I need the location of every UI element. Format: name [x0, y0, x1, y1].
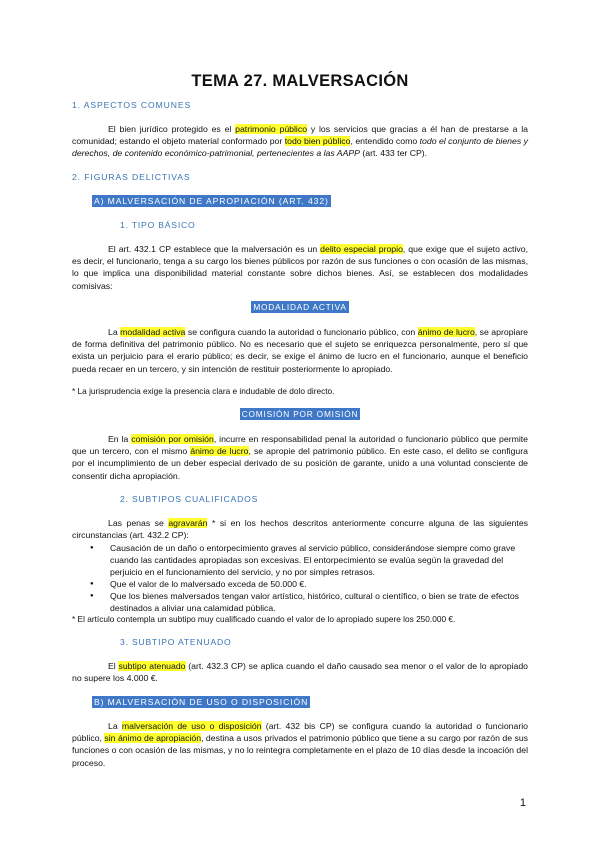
paragraph-malversacion-uso: La malversación de uso o disposición (art. 432 bis CP) se configura cuando la autoridad o funcionario público, sin ánimo de apropiación, destina a usos privados el patrimonio público que tiene a su cargo por razón de sus funciones o con ocasión de las mismas, y no lo reintegra completamente en el plazo de 10 días desde la incoación del proceso.	[72, 721, 529, 768]
highlight-animo-de-lucro: ánimo de lucro	[417, 327, 475, 337]
subheading-subtipos-cualificados: 2. SUBTIPOS CUALIFICADOS	[120, 494, 259, 504]
highlight-animo-de-lucro-2: ánimo de lucro	[190, 446, 249, 457]
note-subtipo-muy-cualificado: * El artículo contempla un subtipo muy cualificado cuando el valor de lo apropiado supere los 250.000 €.	[72, 614, 456, 624]
paragraph-comision-por-omision: En la comisión por omisión, incurre en responsabilidad penal la autoridad o funcionario público que permite que un tercero, con el mismo ánimo de lucro, se apropie del patrimonio público. En este caso, el delito se configura por el incumplimiento de un deber especial derivado de su posición de garante, unido a una voluntad consciente de consentir dicha apropiación.	[72, 434, 528, 481]
note-dolo-directo: * La jurisprudencia exige la presencia clara e indudable de dolo directo.	[72, 386, 335, 396]
highlight-modalidad-activa: modalidad activa	[120, 327, 186, 337]
paragraph-modalidad-activa: La modalidad activa se configura cuando la autoridad o funcionario público, con ánimo de lucro, se apropiare de forma definitiva del patrimonio público. No es necesario que el sujeto se enriquezca personalmente, pero sí que exista un perjuicio para el erario público; es decir, se exige el ánimo de lucro en el funcionario, aunque el beneficio pueda recaer en un tercero, y sin intención de restituir posteriormente lo apropiado.	[72, 327, 529, 374]
subsection-heading-malversacion-uso: B) MALVERSACIÓN DE USO O DISPOSICIÓN	[94, 697, 309, 707]
paragraph-agravantes: Las penas se agravarán * si en los hechos descritos anteriormente concurre alguna de las siguientes circunstancias (art. 432.2 CP):	[72, 518, 528, 541]
list-item: ● Que el valor de lo malversado exceda de 50.000 €.	[110, 578, 528, 590]
subsection-heading-malversacion-apropiacion: A) MALVERSACIÓN DE APROPIACIÓN (ART. 432)	[94, 196, 329, 206]
highlight-delito-especial-propio: delito especial propio	[320, 244, 403, 254]
document-title: TEMA 27. MALVERSACIÓN	[191, 72, 409, 90]
paragraph-tipo-basico: El art. 432.1 CP establece que la malversación es un delito especial propio, que exige que el sujeto activo, es decir, el funcionario, tenga a su cargo los bienes públicos por razón de sus funciones o con ocasión de las mismas, lo que implica una disponibilidad material constante sobre dichos bienes. Así, se establecen dos modalidades comisivas:	[72, 244, 528, 291]
paragraph-bien-juridico: El bien jurídico protegido es el patrimonio público y los servicios que gracias a él han de prestarse a la comunidad; estando el objeto material conformado por todo bien público, entendido como todo el conjunto de bienes y derechos, de contenido económico-patrimonial, pertenecientes a las AAPP (art. 433 ter CP).	[72, 124, 528, 159]
section-heading-aspectos-comunes: 1. ASPECTOS COMUNES	[72, 100, 192, 110]
list-item: ● Que los bienes malversados tengan valor artístico, histórico, cultural o científico, o bien se trate de efectos destinados a aliviar una calamidad pública.	[110, 590, 528, 614]
section-heading-figuras-delictivas: 2. FIGURAS DELICTIVAS	[72, 172, 191, 182]
highlight-todo-bien-publico: todo bien público	[284, 136, 351, 147]
highlight-agravaran: agravarán	[168, 518, 208, 528]
highlight-patrimonio-publico: patrimonio público	[235, 124, 308, 134]
list-item: ● Causación de un daño o entorpecimiento graves al servicio público, considerándose siempre como grave cuando las cantidades apropiadas son excesivas. El entorpecimiento se evalúa según la gravedad del perjuicio en el funcionamiento del servicio, y no por simples retrasos.	[110, 542, 528, 579]
highlight-comision-por-omision: comisión por omisión	[131, 434, 214, 444]
highlight-malversacion-uso: malversación de uso o disposición	[121, 721, 262, 731]
subheading-tipo-basico: 1. TIPO BÁSICO	[120, 220, 196, 230]
highlight-sin-animo-apropiacion: sin ánimo de apropiación	[104, 733, 202, 744]
subheading-subtipo-atenuado: 3. SUBTIPO ATENUADO	[120, 637, 232, 647]
highlight-subtipo-atenuado: subtipo atenuado	[118, 661, 186, 671]
tag-modalidad-activa: MODALIDAD ACTIVA	[253, 302, 347, 312]
paragraph-subtipo-atenuado: El subtipo atenuado (art. 432.3 CP) se aplica cuando el daño causado sea menor o el valor de lo apropiado no supere los 4.000 €.	[72, 661, 528, 684]
tag-comision-por-omision: COMISIÓN POR OMISIÓN	[241, 409, 359, 419]
page-number: 1	[519, 797, 526, 809]
